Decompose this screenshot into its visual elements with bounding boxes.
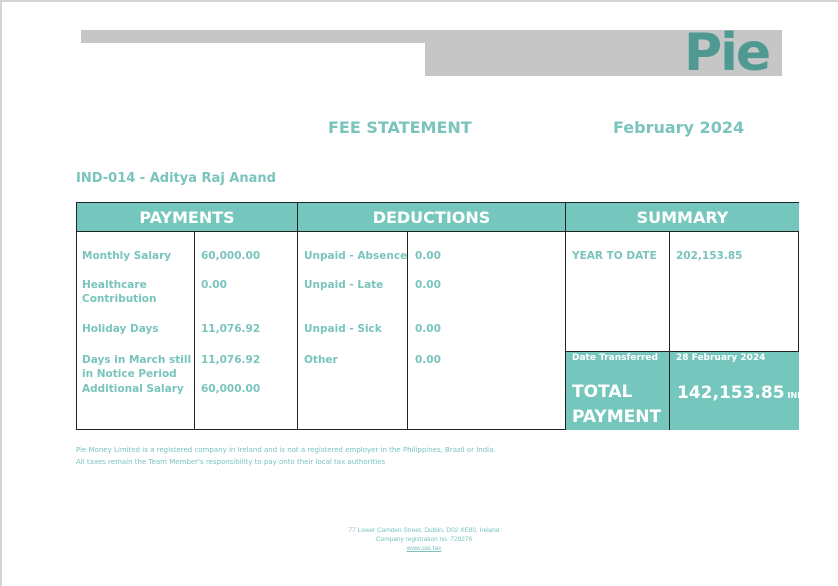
disclaimer-line: All taxes remain the Team Member's responsibility to pay onto their local tax authorities xyxy=(76,458,386,466)
payments-divider xyxy=(194,232,195,430)
deduction-value: 0.00 xyxy=(415,279,441,291)
deduction-value: 0.00 xyxy=(415,354,441,366)
payment-label: PAYMENT xyxy=(572,407,662,427)
footer-address: 77 Lower Camden Street, Dublin, D02 XE80, Ireland xyxy=(348,527,500,534)
fee-statement-table xyxy=(76,202,804,430)
payment-label: Additional Salary xyxy=(82,383,184,395)
deduction-label: Other xyxy=(304,354,338,366)
summary-divider xyxy=(669,232,670,351)
ytd-value: 202,153.85 xyxy=(676,250,743,262)
header-bar xyxy=(81,30,425,43)
pie-logo: Pie xyxy=(684,23,770,83)
date-transferred-value: 28 February 2024 xyxy=(676,353,766,363)
deduction-label: Unpaid - Late xyxy=(304,279,384,291)
payment-value: 11,076.92 xyxy=(201,323,261,335)
currency-code: INR xyxy=(787,391,804,400)
footer-website-link[interactable]: www.pie.tax xyxy=(406,545,442,552)
payment-value: 60,000.00 xyxy=(201,250,261,262)
ytd-label: YEAR TO DATE xyxy=(572,250,657,262)
statement-title: FEE STATEMENT xyxy=(328,118,472,137)
column-divider xyxy=(297,232,298,430)
deduction-label: Unpaid - Sick xyxy=(304,323,382,335)
disclaimer-line: Pie Money Limited is a registered company in Ireland and is not a registered employer in the Philippines, Brazil or India. xyxy=(76,446,496,454)
total-label: TOTAL xyxy=(572,382,633,402)
deduction-label: Unpaid - Absence xyxy=(304,250,408,262)
deductions-header: DEDUCTIONS xyxy=(298,203,566,232)
payment-label: Days in March still in Notice Period xyxy=(82,354,192,380)
payment-label: Healthcare Contribution xyxy=(82,279,157,305)
statement-period: February 2024 xyxy=(613,118,745,137)
deduction-value: 0.00 xyxy=(415,323,441,335)
payment-label: Monthly Salary xyxy=(82,250,172,262)
total-amount xyxy=(677,383,803,403)
deduction-value: 0.00 xyxy=(415,250,441,262)
payment-value: 60,000.00 xyxy=(201,383,261,395)
summary-bottom-divider xyxy=(669,351,670,430)
payment-label: Holiday Days xyxy=(82,323,159,335)
footer-registration: Company registration no. 729276 xyxy=(375,536,473,543)
payments-header: PAYMENTS xyxy=(77,203,298,232)
payment-value: 11,076.92 xyxy=(201,354,261,366)
total-value: 142,153.85 xyxy=(677,383,785,403)
employee-label: IND-014 - Aditya Raj Anand xyxy=(76,171,276,186)
summary-header: SUMMARY xyxy=(566,203,799,232)
payment-value: 0.00 xyxy=(201,279,227,291)
date-transferred-label: Date Transferred xyxy=(572,353,658,363)
